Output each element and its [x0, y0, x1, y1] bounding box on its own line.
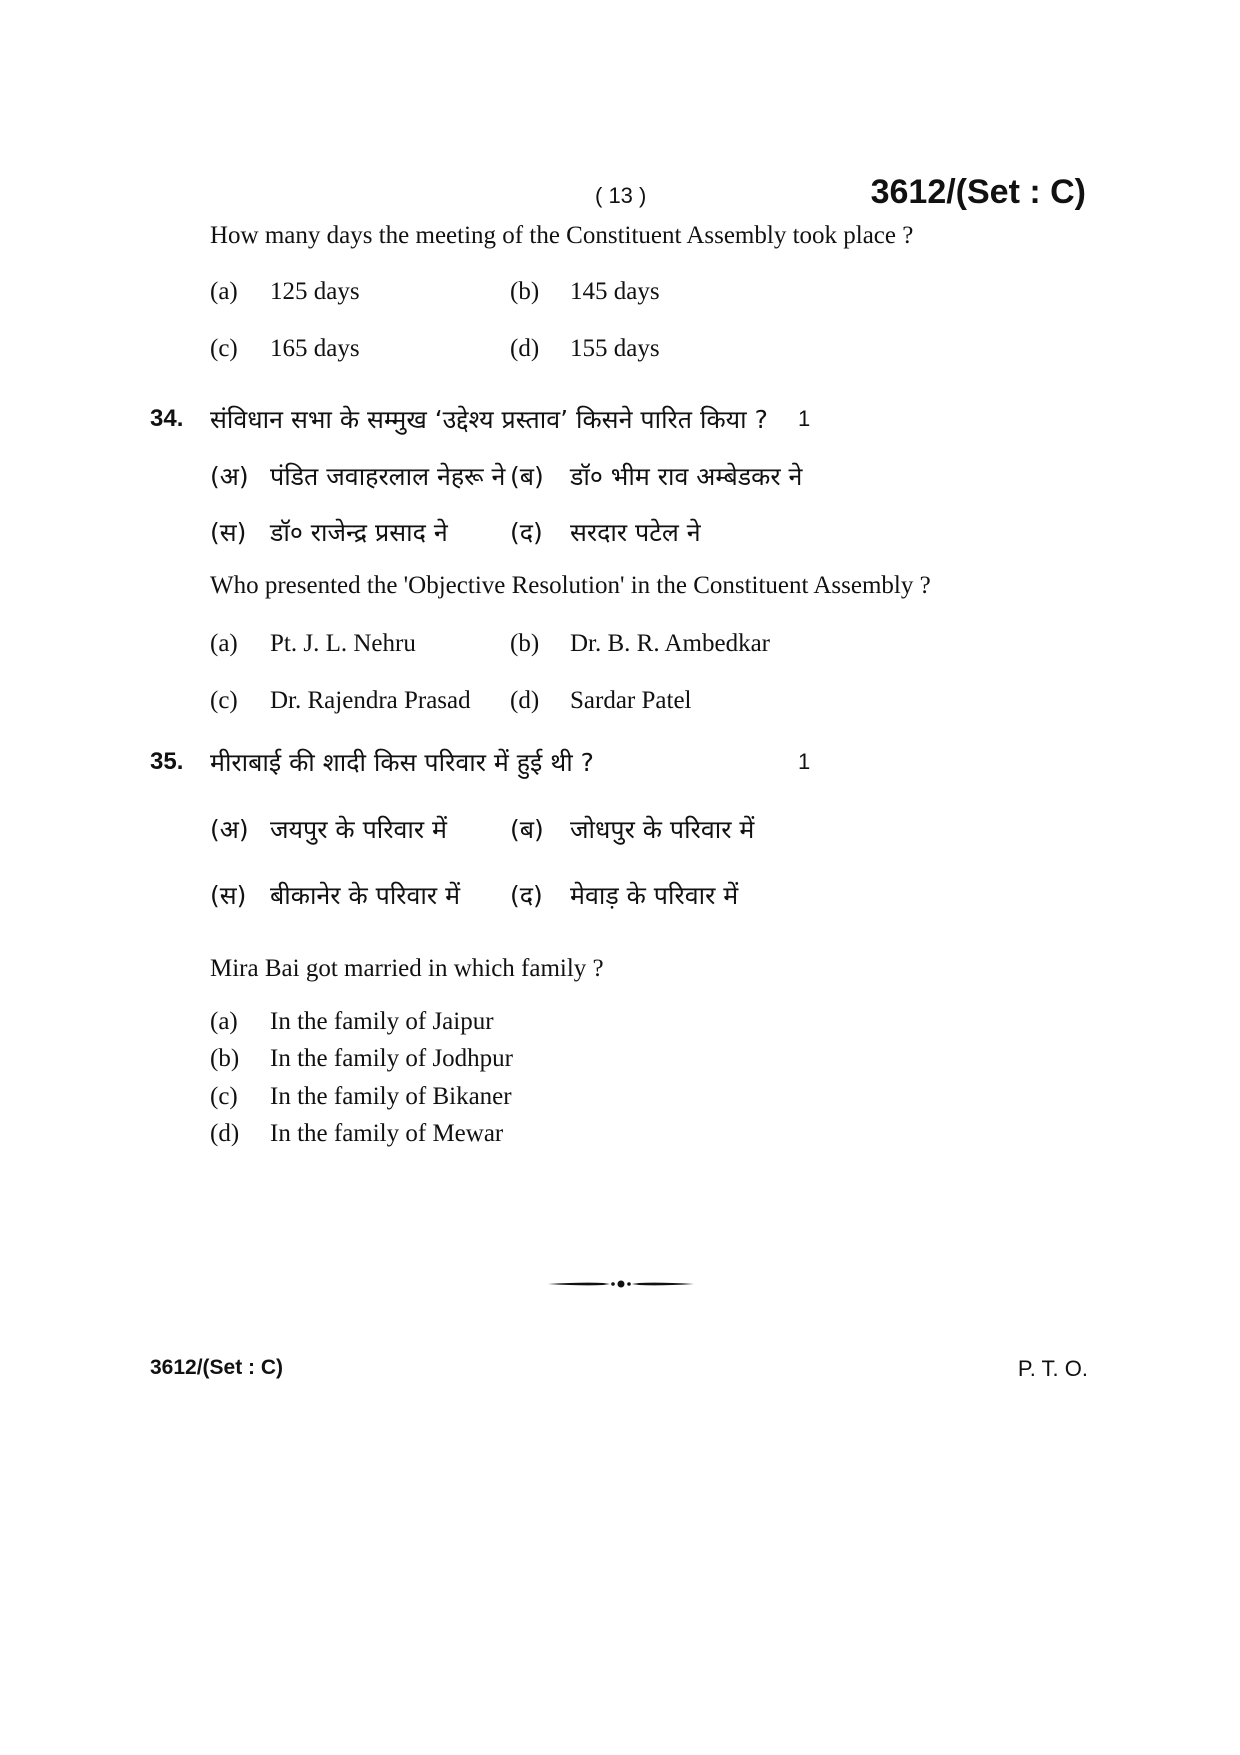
option-label: (द): [510, 518, 543, 547]
option-label: (b): [510, 630, 540, 657]
end-ornament-icon: [548, 1278, 694, 1290]
option-text: सरदार पटेल ने: [570, 518, 701, 547]
option-text: मेवाड़ के परिवार में: [570, 881, 739, 910]
q35-question-hi: मीराबाई की शादी किस परिवार में हुई थी ?: [210, 748, 594, 777]
set-code-header: 3612/(Set : C): [870, 173, 1086, 211]
option-label: (a): [210, 630, 238, 657]
option-label: (c): [210, 1083, 238, 1110]
option-text: बीकानेर के परिवार में: [270, 881, 461, 910]
option-label: (ब): [510, 815, 544, 844]
q33-question-en: How many days the meeting of the Constituent Assembly took place ?: [210, 222, 914, 249]
q35-number: 35.: [150, 748, 184, 775]
page-number: ( 13 ): [595, 183, 647, 208]
q35-marks: 1: [798, 749, 811, 774]
footer-set-code: 3612/(Set : C): [150, 1356, 284, 1379]
q34-number: 34.: [150, 405, 184, 432]
footer-pto: P. T. O.: [1017, 1356, 1088, 1381]
option-text: डॉ० भीम राव अम्बेडकर ने: [570, 462, 803, 491]
option-label: (d): [510, 335, 540, 362]
option-text: In the family of Mewar: [270, 1120, 504, 1147]
option-text: जोधपुर के परिवार में: [570, 815, 755, 844]
option-text: In the family of Jaipur: [270, 1008, 494, 1035]
option-label: (स): [210, 881, 247, 910]
option-label: (c): [210, 687, 238, 714]
option-text: Dr. B. R. Ambedkar: [570, 630, 770, 657]
option-text: 125 days: [270, 278, 360, 305]
option-label: (d): [210, 1120, 240, 1147]
option-label: (b): [510, 278, 540, 305]
option-label: (द): [510, 881, 543, 910]
option-label: (स): [210, 518, 247, 547]
option-text: 165 days: [270, 335, 360, 362]
option-label: (अ): [210, 462, 249, 491]
option-label: (ब): [510, 462, 544, 491]
option-label: (c): [210, 335, 238, 362]
option-label: (a): [210, 278, 238, 305]
option-label: (a): [210, 1008, 238, 1035]
option-text: Pt. J. L. Nehru: [270, 630, 416, 657]
option-label: (d): [510, 687, 540, 714]
option-text: 145 days: [570, 278, 660, 305]
option-text: In the family of Bikaner: [270, 1083, 512, 1110]
q34-question-en: Who presented the 'Objective Resolution' in the Constituent Assembly ?: [210, 572, 931, 599]
option-text: Sardar Patel: [570, 687, 692, 714]
option-text: जयपुर के परिवार में: [270, 815, 447, 844]
option-label: (b): [210, 1045, 240, 1072]
option-text: 155 days: [570, 335, 660, 362]
option-text: In the family of Jodhpur: [270, 1045, 514, 1072]
option-text: Dr. Rajendra Prasad: [270, 687, 471, 714]
q34-marks: 1: [798, 406, 811, 431]
q34-question-hi: संविधान सभा के सम्मुख ‘उद्देश्य प्रस्ताव’ किसने पारित किया ?: [210, 405, 768, 434]
q35-question-en: Mira Bai got married in which family ?: [210, 955, 604, 982]
option-text: पंडित जवाहरलाल नेहरू ने: [270, 462, 506, 491]
option-text: डॉ० राजेन्द्र प्रसाद ने: [270, 518, 448, 547]
option-label: (अ): [210, 815, 249, 844]
